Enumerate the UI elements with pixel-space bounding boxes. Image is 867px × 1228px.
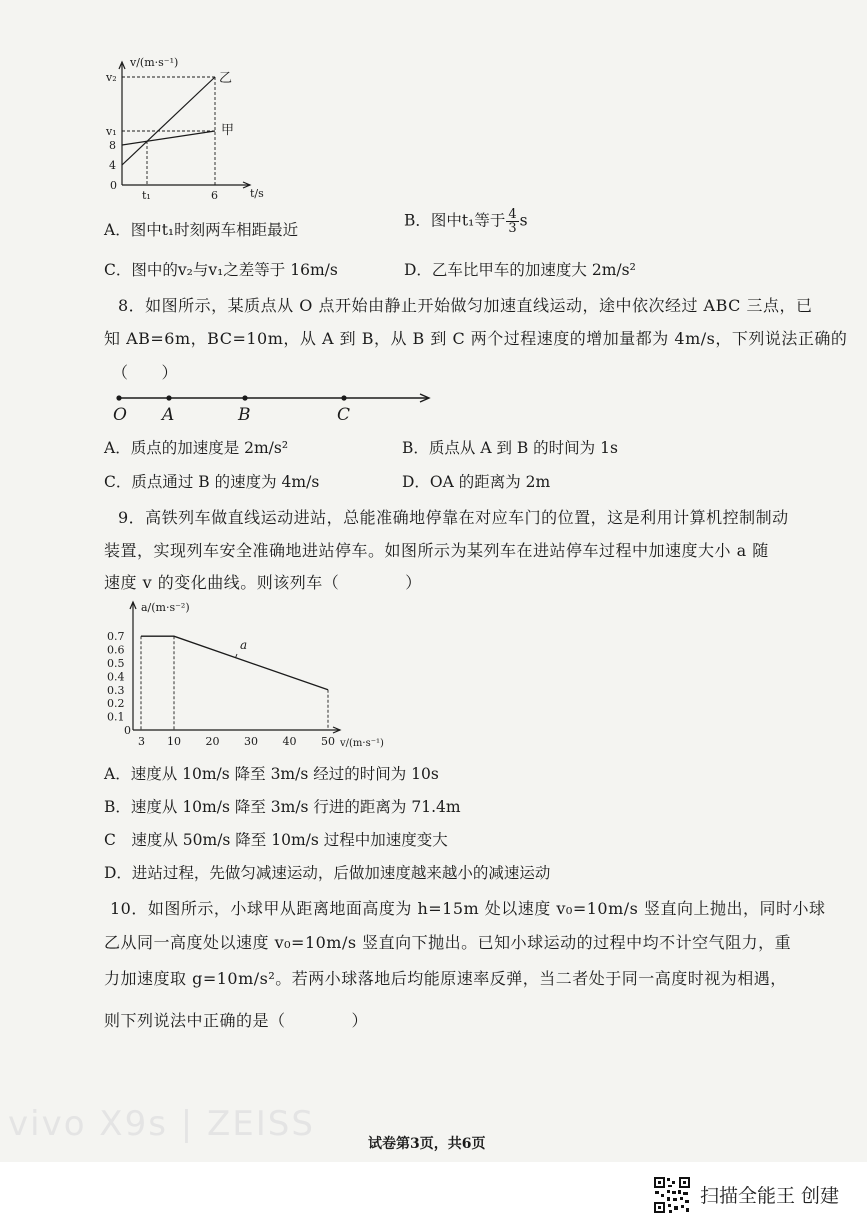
label-a: A [162,405,175,425]
q7-option-b [404,208,528,235]
q8-option-b: B．质点从 A 到 B 的时间为 1s [402,439,618,457]
vt-tick-0: 0 [110,179,117,192]
q10-line-1: 10．如图所示，小球甲从距离地面高度为 h=15m 处以速度 v₀=10m/s 竖直向上抛出，同时小球 [110,899,826,918]
av-series-label: a [240,638,248,652]
vt-tick-8: 8 [109,139,116,152]
vt-tick-6: 6 [211,189,218,202]
page-footer: 试卷第3页，共6页 [368,1136,486,1152]
vt-x-axis-label: t/s [250,187,264,200]
vt-y-axis-label: v/(m·s⁻¹) [130,56,179,69]
q9-option-d: D．进站过程，先做匀减速运动，后做加速度越来越小的减速运动 [104,864,551,882]
point-c [341,395,346,400]
av-series-line [141,636,328,690]
av-x-tick: 50 [321,735,335,748]
av-y-tick: 0.6 [107,643,125,657]
av-y-axis-label: a/(m·s⁻²) [141,601,190,614]
q10-line-2: 乙从同一高度处以速度 v₀=10m/s 竖直向下抛出。已知小球运动的过程中均不计空气阻力，重 [104,933,792,952]
av-x-tick: 40 [282,735,297,748]
av-x-tick: 10 [167,735,181,748]
av-y-tick: 0.4 [107,670,125,684]
av-y-tick: 0 [124,724,131,737]
vt-label-yi: 乙 [219,71,233,86]
q8-line-diagram [108,386,438,426]
av-y-tick: 0.5 [107,657,125,670]
q8-option-c: C．质点通过 B 的速度为 4m/s [104,473,320,491]
av-y-tick: 0.7 [107,630,125,644]
label-o: O [113,405,127,425]
vt-tick-4: 4 [109,159,116,172]
point-a [166,395,171,400]
qr-code-icon [653,1176,691,1214]
av-x-axis-label: v/(m·s⁻¹) [340,738,384,749]
q9-line-3: 速度 v 的变化曲线。则该列车（ ） [104,573,422,592]
q9-option-a: A．速度从 10m/s 降至 3m/s 经过的时间为 10s [104,765,439,783]
vt-label-jia: 甲 [221,123,235,138]
point-b [242,395,247,400]
av-x-tick: 20 [205,735,220,748]
q7-option-a: A．图中t₁时刻两车相距最近 [104,221,299,239]
vt-graph [100,52,270,202]
camera-watermark: vivo X9s | ZEISS [8,1104,315,1144]
q7-option-d: D．乙车比甲车的加速度大 2m/s² [404,261,636,279]
av-chart [100,594,400,754]
av-x-tick: 30 [244,735,258,748]
av-label-leader [236,654,237,658]
q8-option-a: A．质点的加速度是 2m/s² [104,439,289,457]
q9-line-2: 装置，实现列车安全准确地进站停车。如图所示为某列车在进站停车过程中加速度大小 a 随 [104,541,769,560]
q10-line-4: 则下列说法中正确的是（ ） [104,1011,369,1030]
label-c: C [337,405,351,425]
q9-option-b: B．速度从 10m/s 降至 3m/s 行进的距离为 71.4m [104,798,461,816]
q8-line-3: （ ） [112,363,179,382]
q8-option-d: D．OA 的距离为 2m [402,473,551,491]
scanner-brand: 扫描全能王 创建 [700,1185,840,1207]
av-y-tick: 0.3 [107,683,125,697]
q9-line-1: 9．高铁列车做直线运动进站，总能准确地停靠在对应车门的位置，这是利用计算机控制制动 [118,508,789,527]
q9-option-c: C 速度从 50m/s 降至 10m/s 过程中加速度变大 [104,831,448,849]
label-b: B [238,405,251,425]
q7-option-b-text: B．图中t₁等于 [404,211,506,230]
fraction-denominator: 3 [508,221,517,236]
q7-option-b-fraction [506,208,518,235]
av-x-tick: 3 [138,735,145,748]
q7-option-b-unit: s [519,211,528,230]
vt-tick-t1: t₁ [142,189,151,202]
q8-line-2: 知 AB=6m，BC=10m，从 A 到 B，从 B 到 C 两个过程速度的增加量都为 4m/s，下列说法正确的 [104,329,848,348]
av-y-tick: 0.1 [107,710,125,724]
point-o [116,395,121,400]
vt-tick-v2: v₂ [106,71,117,84]
fraction-numerator: 4 [508,207,517,222]
av-y-tick: 0.2 [107,697,125,711]
q8-line-1: 8．如图所示，某质点从 O 点开始由静止开始做匀加速直线运动，途中依次经过 ABC 三点，已 [118,296,813,315]
vt-tick-v1: v₁ [106,125,117,138]
q7-option-c: C．图中的v₂与v₁之差等于 16m/s [104,261,338,279]
q10-line-3: 力加速度取 g=10m/s²。若两小球落地后均能原速率反弹，当二者处于同一高度时视为相遇， [104,969,787,988]
